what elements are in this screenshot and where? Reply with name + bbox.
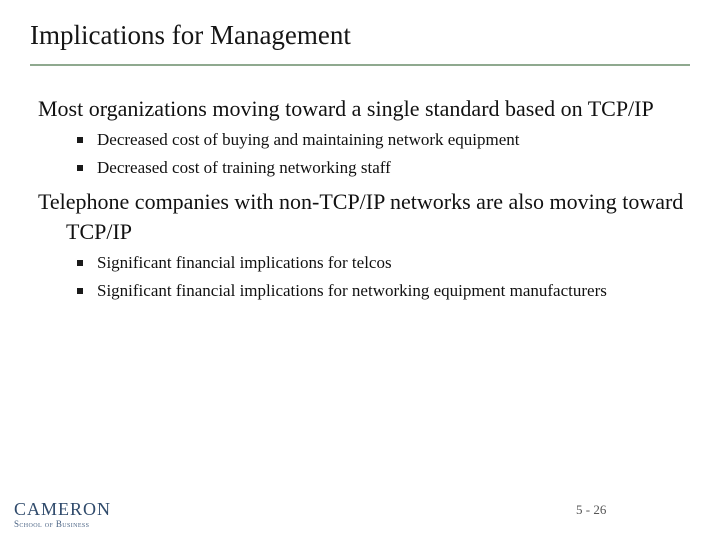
square-bullet-icon — [77, 165, 83, 171]
square-bullet-icon — [77, 260, 83, 266]
square-bullet-icon — [77, 137, 83, 143]
square-bullet-icon — [77, 288, 83, 294]
logo-subtitle: School of Business — [14, 519, 90, 529]
page-number: 5 - 26 — [576, 502, 607, 517]
bullet-item: Most organizations moving toward a single standard based on TCP/IP — [38, 96, 654, 121]
sub-bullet-list — [38, 128, 688, 180]
sub-bullet-text: Significant financial implications for telcos — [97, 253, 392, 272]
sub-bullet-item — [38, 156, 688, 180]
sub-bullet-item — [38, 128, 688, 152]
sub-bullet-text: Decreased cost of buying and maintaining network equipment — [97, 130, 520, 149]
logo-name: CAMERON — [14, 499, 112, 519]
sub-bullet-list — [38, 251, 688, 303]
bullet-item: Telephone companies with non-TCP/IP networks are also moving toward TCP/IP — [38, 189, 684, 244]
cameron-logo — [14, 499, 112, 530]
sub-bullet-text: Decreased cost of training networking staff — [97, 158, 391, 177]
sub-bullet-item — [38, 279, 688, 303]
slide-title: Implications for Management — [30, 20, 351, 50]
slide-content — [38, 94, 688, 310]
title-divider — [30, 64, 690, 66]
sub-bullet-item — [38, 251, 688, 275]
sub-bullet-text: Significant financial implications for networking equipment manufacturers — [97, 281, 607, 300]
